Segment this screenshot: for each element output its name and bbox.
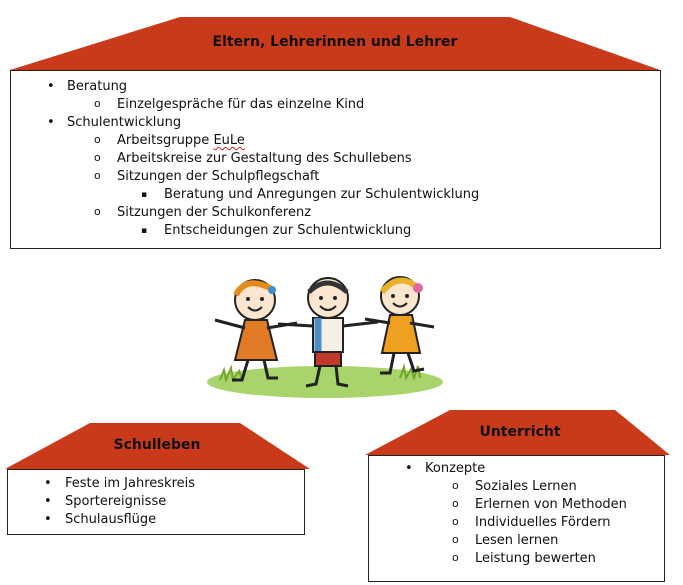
unterricht-title: Unterricht [479, 424, 561, 440]
list-item-schulkonferenz: o Sitzungen der Schulkonferenz [11, 204, 660, 222]
grass-shape [207, 366, 443, 398]
list-item-schulentwicklung: • Schulentwicklung [11, 114, 660, 132]
unterricht-box [368, 455, 665, 582]
list-item-einzelgespraeche: o Einzelgespräche für das einzelne Kind [11, 96, 660, 114]
schulleben-list [8, 475, 304, 529]
list-item-schulpflegschaft: o Sitzungen der Schulpflegschaft [11, 168, 660, 186]
list-item-individuelles-foerdern: o Individuelles Fördern [369, 514, 664, 532]
three-children-jumping-illustration [200, 270, 450, 405]
list-item-arbeitskreise: o Arbeitskreise zur Gestaltung des Schullebens [11, 150, 660, 168]
list-item-sportereignisse: • Sportereignisse [8, 493, 304, 511]
kid-left [215, 280, 297, 380]
list-item-feste: • Feste im Jahreskreis [8, 475, 304, 493]
eltern-title: Eltern, Lehrerinnen und Lehrer [212, 34, 458, 50]
list-item-leistung-bewerten: o Leistung bewerten [369, 550, 664, 568]
kid-right [365, 277, 434, 373]
list-item-beratung-anregungen: ▪ Beratung und Anregungen zur Schulentwicklung [11, 186, 660, 204]
eltern-box [10, 70, 661, 249]
list-item-konzepte: • Konzepte [369, 460, 664, 478]
list-item-soziales-lernen: o Soziales Lernen [369, 478, 664, 496]
eule-text: EuLe [213, 133, 245, 148]
list-item-beratung: • Beratung [11, 78, 660, 96]
schulleben-title: Schulleben [113, 437, 201, 453]
list-item-schulausfluege: • Schulausflüge [8, 511, 304, 529]
unterricht-list [369, 460, 664, 568]
schulleben-box [7, 469, 305, 535]
eltern-list [11, 78, 660, 240]
arbeitsgruppe-prefix: Arbeitsgruppe [117, 133, 214, 148]
list-item-erlernen-methoden: o Erlernen von Methoden [369, 496, 664, 514]
list-item-arbeitsgruppe [11, 132, 660, 150]
list-item-entscheidungen: ▪ Entscheidungen zur Schulentwicklung [11, 222, 660, 240]
list-item-lesen-lernen: o Lesen lernen [369, 532, 664, 550]
